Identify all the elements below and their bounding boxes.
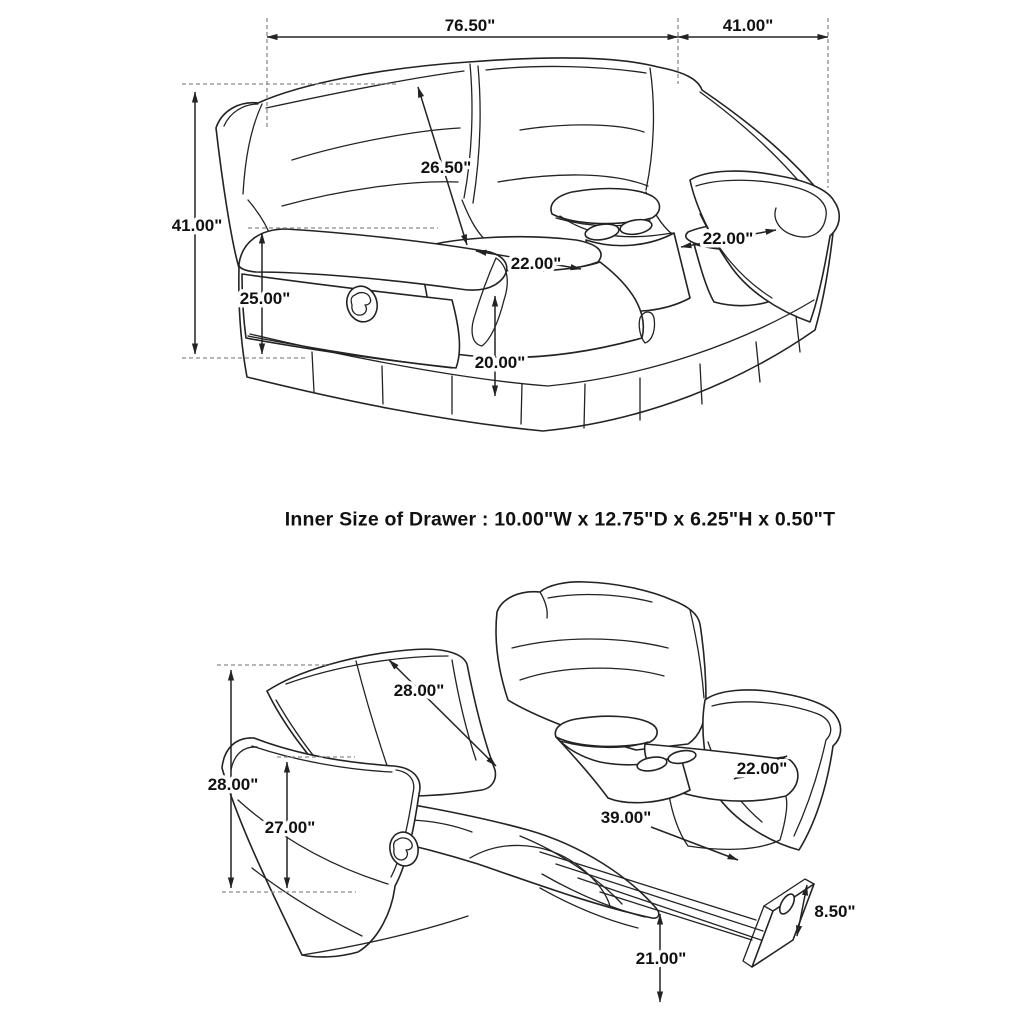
dim-label-overall-width: 76.50" <box>444 16 496 35</box>
dim-label-arm-height: 27.00" <box>264 818 316 837</box>
dim-label-back-length: 26.50" <box>420 158 472 177</box>
dim-label-footrest-clearance: 21.00" <box>635 949 687 968</box>
console-lid <box>551 189 660 224</box>
drawer-inner-size-note: Inner Size of Drawer : 10.00"W x 12.75"D x 6.25"H x 0.50"T <box>284 508 836 531</box>
dim-label-footrest-height: 8.50" <box>814 902 856 921</box>
dim-label-reclined-height: 28.00" <box>207 775 259 794</box>
dim-line-reclined-length <box>651 827 738 860</box>
dim-label-right-seat-width: 22.00" <box>702 229 754 248</box>
dim-label-left-seat-width: 22.00" <box>510 254 562 273</box>
dim-label-back-length: 28.00" <box>393 681 445 700</box>
dim-label-seat-height: 20.00" <box>474 353 526 372</box>
dim-label-reclined-length: 39.00" <box>600 808 652 827</box>
dim-label-arm-height: 25.00" <box>239 289 291 308</box>
dim-label-seat-width: 22.00" <box>736 759 788 778</box>
dim-label-overall-height: 41.00" <box>171 216 223 235</box>
dim-label-overall-depth: 41.00" <box>722 16 774 35</box>
console-lid <box>555 716 657 746</box>
